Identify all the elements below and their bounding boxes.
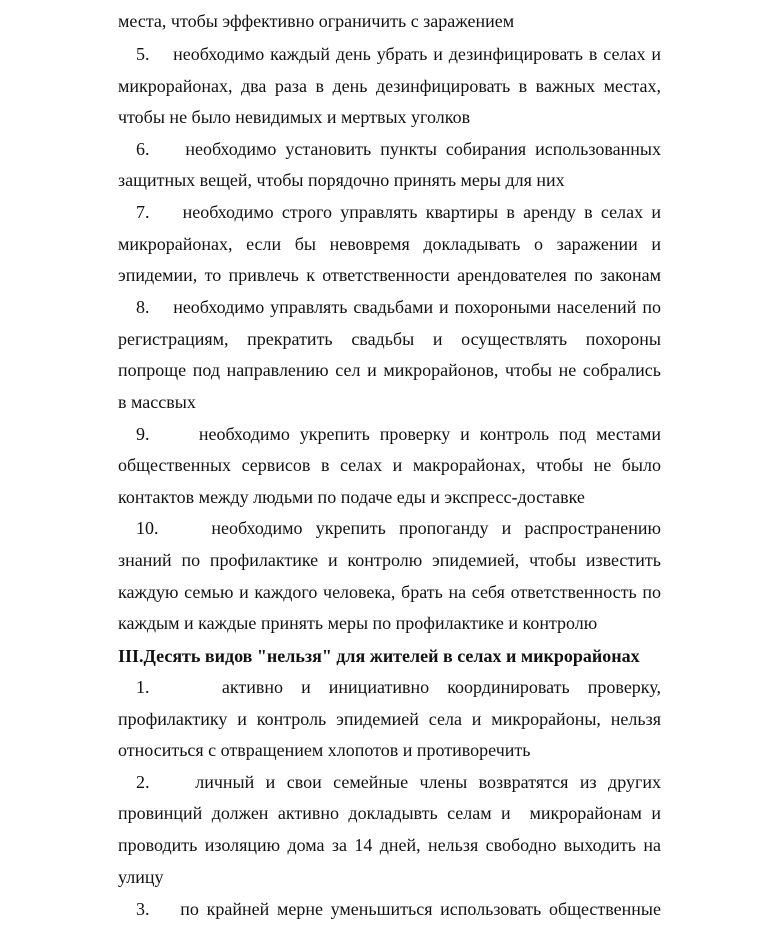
text-line: чтобы не было невидимых и мертвых уголков	[118, 107, 471, 127]
list-item-7-text: 7. необходимо строго управлять квартиры в аренду в селах и	[136, 202, 661, 222]
text-line: микрорайонах, два раза в день дезинфицировать в важных местах,	[118, 76, 661, 96]
text-line: микрорайонах, если бы невовремя докладывать о заражении и	[118, 234, 661, 254]
text-line: знаний по профилактике и контролю эпидемией, чтобы известить	[118, 550, 661, 570]
text-line: места, чтобы эффективно ограничить с заражением	[118, 11, 515, 31]
text-line: улицу	[118, 867, 164, 887]
text-line: каждым и каждые принять меры по профилактике и контролю	[118, 613, 598, 633]
list-item-3-text: 3. по крайней мерне уменьшиться использовать общественные	[136, 899, 661, 919]
list-item-6-text: 6. необходимо установить пункты собирания использованных	[136, 139, 661, 159]
text-line: контактов между людьми по подаче еды и экспресс-доставке	[118, 487, 585, 507]
text-line: каждую семью и каждого человека, брать на себя ответственность по	[118, 582, 661, 602]
list-item-5-text: 5. необходимо каждый день убрать и дезинфицировать в селах и	[136, 44, 661, 64]
section-heading: III.Десять видов "нельзя" для жителей в селах и микрорайонах	[118, 646, 640, 666]
text-line: проводить изоляцию дома за 14 дней, нельзя свободно выходить на	[118, 835, 661, 855]
text-line: общественных сервисов в селах и макрорайонах, чтобы не было	[118, 455, 661, 475]
text-line: провинций должен активно докладывть селам и микрорайонам и	[118, 803, 661, 823]
list-item-9-text: 9. необходимо укрепить проверку и контроль под местами	[136, 424, 661, 444]
text-line: регистрациям, прекратить свадьбы и осуществлять похороны	[118, 329, 661, 349]
list-item-2-text: 2. личный и свои семейные члены возвратятся из других	[136, 772, 661, 792]
text-line: в массвых	[118, 392, 196, 412]
text-line: относиться с отвращением хлопотов и противоречить	[118, 740, 531, 760]
text-line: эпидемии, то привлечь к ответственности арендователея по законам	[118, 265, 661, 285]
list-item-8-text: 8. необходимо управлять свадьбами и похороными населений по	[136, 297, 661, 317]
text-line: профилактику и контроль эпидемией села и микрорайоны, нельзя	[118, 709, 661, 729]
list-item-10-text: 10. необходимо укрепить пропоганду и распространению	[136, 518, 661, 538]
list-item-1-text: 1. активно и инициативно координировать проверку,	[136, 677, 661, 697]
text-line: защитных вещей, чтобы порядочно принять меры для них	[118, 170, 565, 190]
text-line: попроще под направлению сел и микрорайонов, чтобы не собрались	[118, 360, 661, 380]
